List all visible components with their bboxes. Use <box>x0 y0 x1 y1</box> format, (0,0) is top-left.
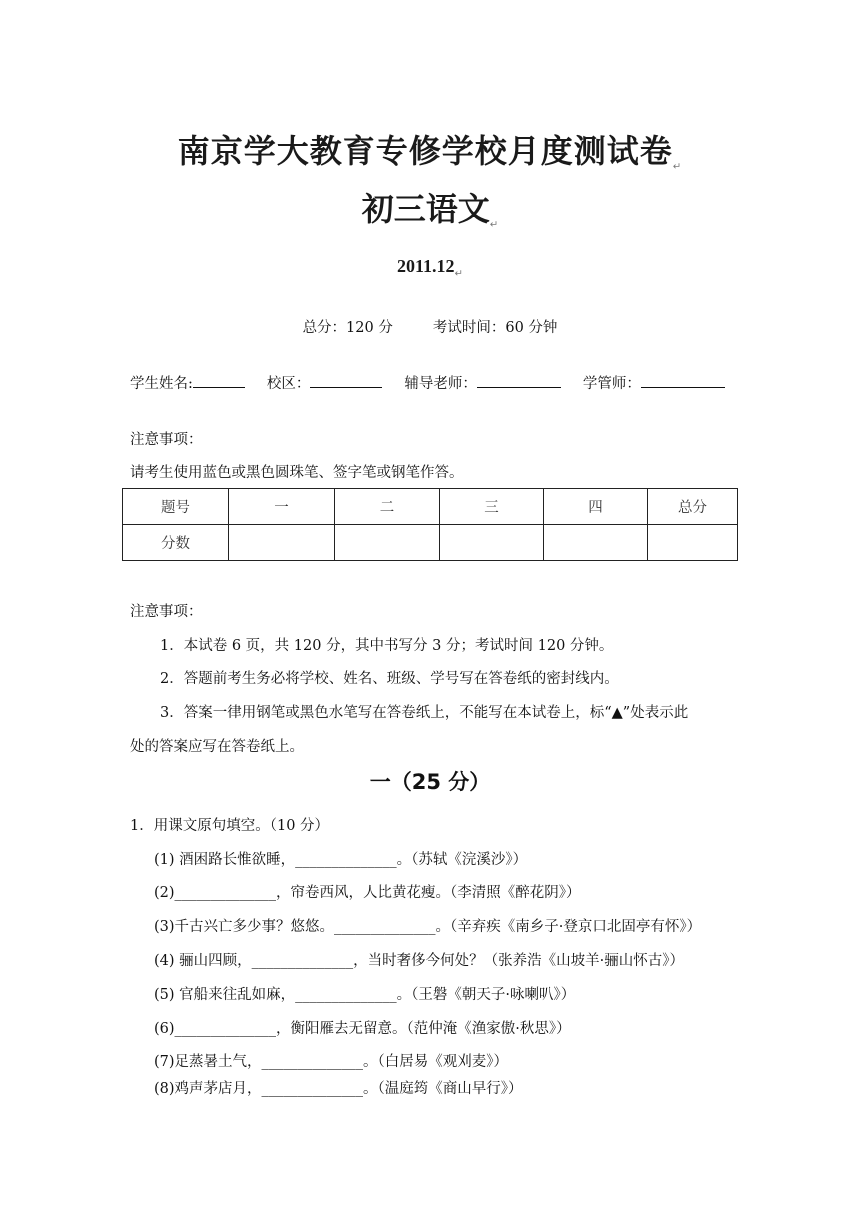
score-cell[interactable] <box>440 525 544 561</box>
notice-item: 处的答案应写在答卷纸上。 <box>130 739 304 755</box>
manager-label: 学管师： <box>582 376 641 392</box>
paragraph-mark-icon: ↵ <box>454 268 463 280</box>
notice-heading: 注意事项： <box>130 432 203 448</box>
table-header-cell: 三 <box>440 489 544 525</box>
student-name-blank[interactable] <box>193 374 245 388</box>
fill-blank-item: (6)______________，衡阳雁去无留意。（范仲淹《渔家傲·秋思》） <box>154 1021 571 1037</box>
student-info-row <box>130 372 725 393</box>
table-row <box>123 525 738 561</box>
paragraph-mark-icon: ↵ <box>672 161 683 173</box>
notice-heading-2: 注意事项： <box>130 604 203 620</box>
exam-date <box>0 256 860 280</box>
exam-title-text: 南京学大教育专修学校月度测试卷 <box>177 132 673 170</box>
notice-text: 请考生使用蓝色或黑色圆珠笔、签字笔或钢笔作答。 <box>130 465 464 481</box>
exam-subject-text: 初三语文 <box>361 190 490 228</box>
total-score: 总分：120 分 <box>302 320 393 336</box>
fill-blank-item: (3)千古兴亡多少事？悠悠。______________。（辛弃疾《南乡子·登京口北固亭有怀》） <box>154 919 702 935</box>
fill-blank-item: (2)______________，帘卷西风，人比黄花瘦。（李清照《醉花阴》） <box>154 885 581 901</box>
exam-time: 考试时间：60 分钟 <box>432 320 558 336</box>
tutor-blank[interactable] <box>477 374 561 388</box>
score-cell[interactable] <box>229 525 335 561</box>
notice-item: 3．答案一律用钢笔或黑色水笔写在答卷纸上，不能写在本试卷上，标“▲”处表示此 <box>160 705 689 721</box>
fill-blank-item: (1) 酒困路长惟欲睡，______________。（苏轼《浣溪沙》） <box>154 852 528 868</box>
section-heading: 一（25 分） <box>369 770 491 794</box>
exam-title <box>0 126 860 172</box>
fill-blank-item: (5) 官船来往乱如麻，______________。（王磐《朝天子·咏喇叭》） <box>154 987 576 1003</box>
table-header-cell: 一 <box>229 489 335 525</box>
score-cell[interactable] <box>544 525 648 561</box>
table-header-cell: 总分 <box>648 489 738 525</box>
campus-blank[interactable] <box>310 374 382 388</box>
student-name-label: 学生姓名: <box>130 376 193 392</box>
notice-item: 2．答题前考生务必将学校、姓名、班级、学号写在答卷纸的密封线内。 <box>160 671 619 687</box>
campus-label: 校区： <box>266 376 311 392</box>
fill-blank-item: (7)足蒸暑土气，______________。（白居易《观刈麦》） <box>154 1054 509 1070</box>
table-header-cell: 二 <box>335 489 440 525</box>
exam-subject <box>0 184 860 230</box>
score-table <box>122 488 738 561</box>
manager-blank[interactable] <box>641 374 725 388</box>
table-header-cell: 题号 <box>123 489 229 525</box>
notice-item: 1．本试卷 6 页，共 120 分，其中书写分 3 分；考试时间 120 分钟。 <box>160 638 614 654</box>
tutor-label: 辅导老师： <box>404 376 477 392</box>
fill-blank-item: (4) 骊山四顾，______________，当时奢侈今何处？（张养浩《山坡羊·骊山怀古》） <box>154 953 685 969</box>
exam-meta <box>0 316 860 337</box>
score-cell[interactable] <box>335 525 440 561</box>
fill-blank-item: (8)鸡声茅店月，______________。（温庭筠《商山早行》） <box>154 1081 523 1097</box>
score-cell[interactable] <box>648 525 738 561</box>
exam-date-text: 2011.12 <box>397 256 455 276</box>
table-row-label: 分数 <box>123 525 229 561</box>
table-row <box>123 489 738 525</box>
paragraph-mark-icon: ↵ <box>489 219 499 231</box>
question-title: 1．用课文原句填空。（10 分） <box>130 818 330 834</box>
table-header-cell: 四 <box>544 489 648 525</box>
